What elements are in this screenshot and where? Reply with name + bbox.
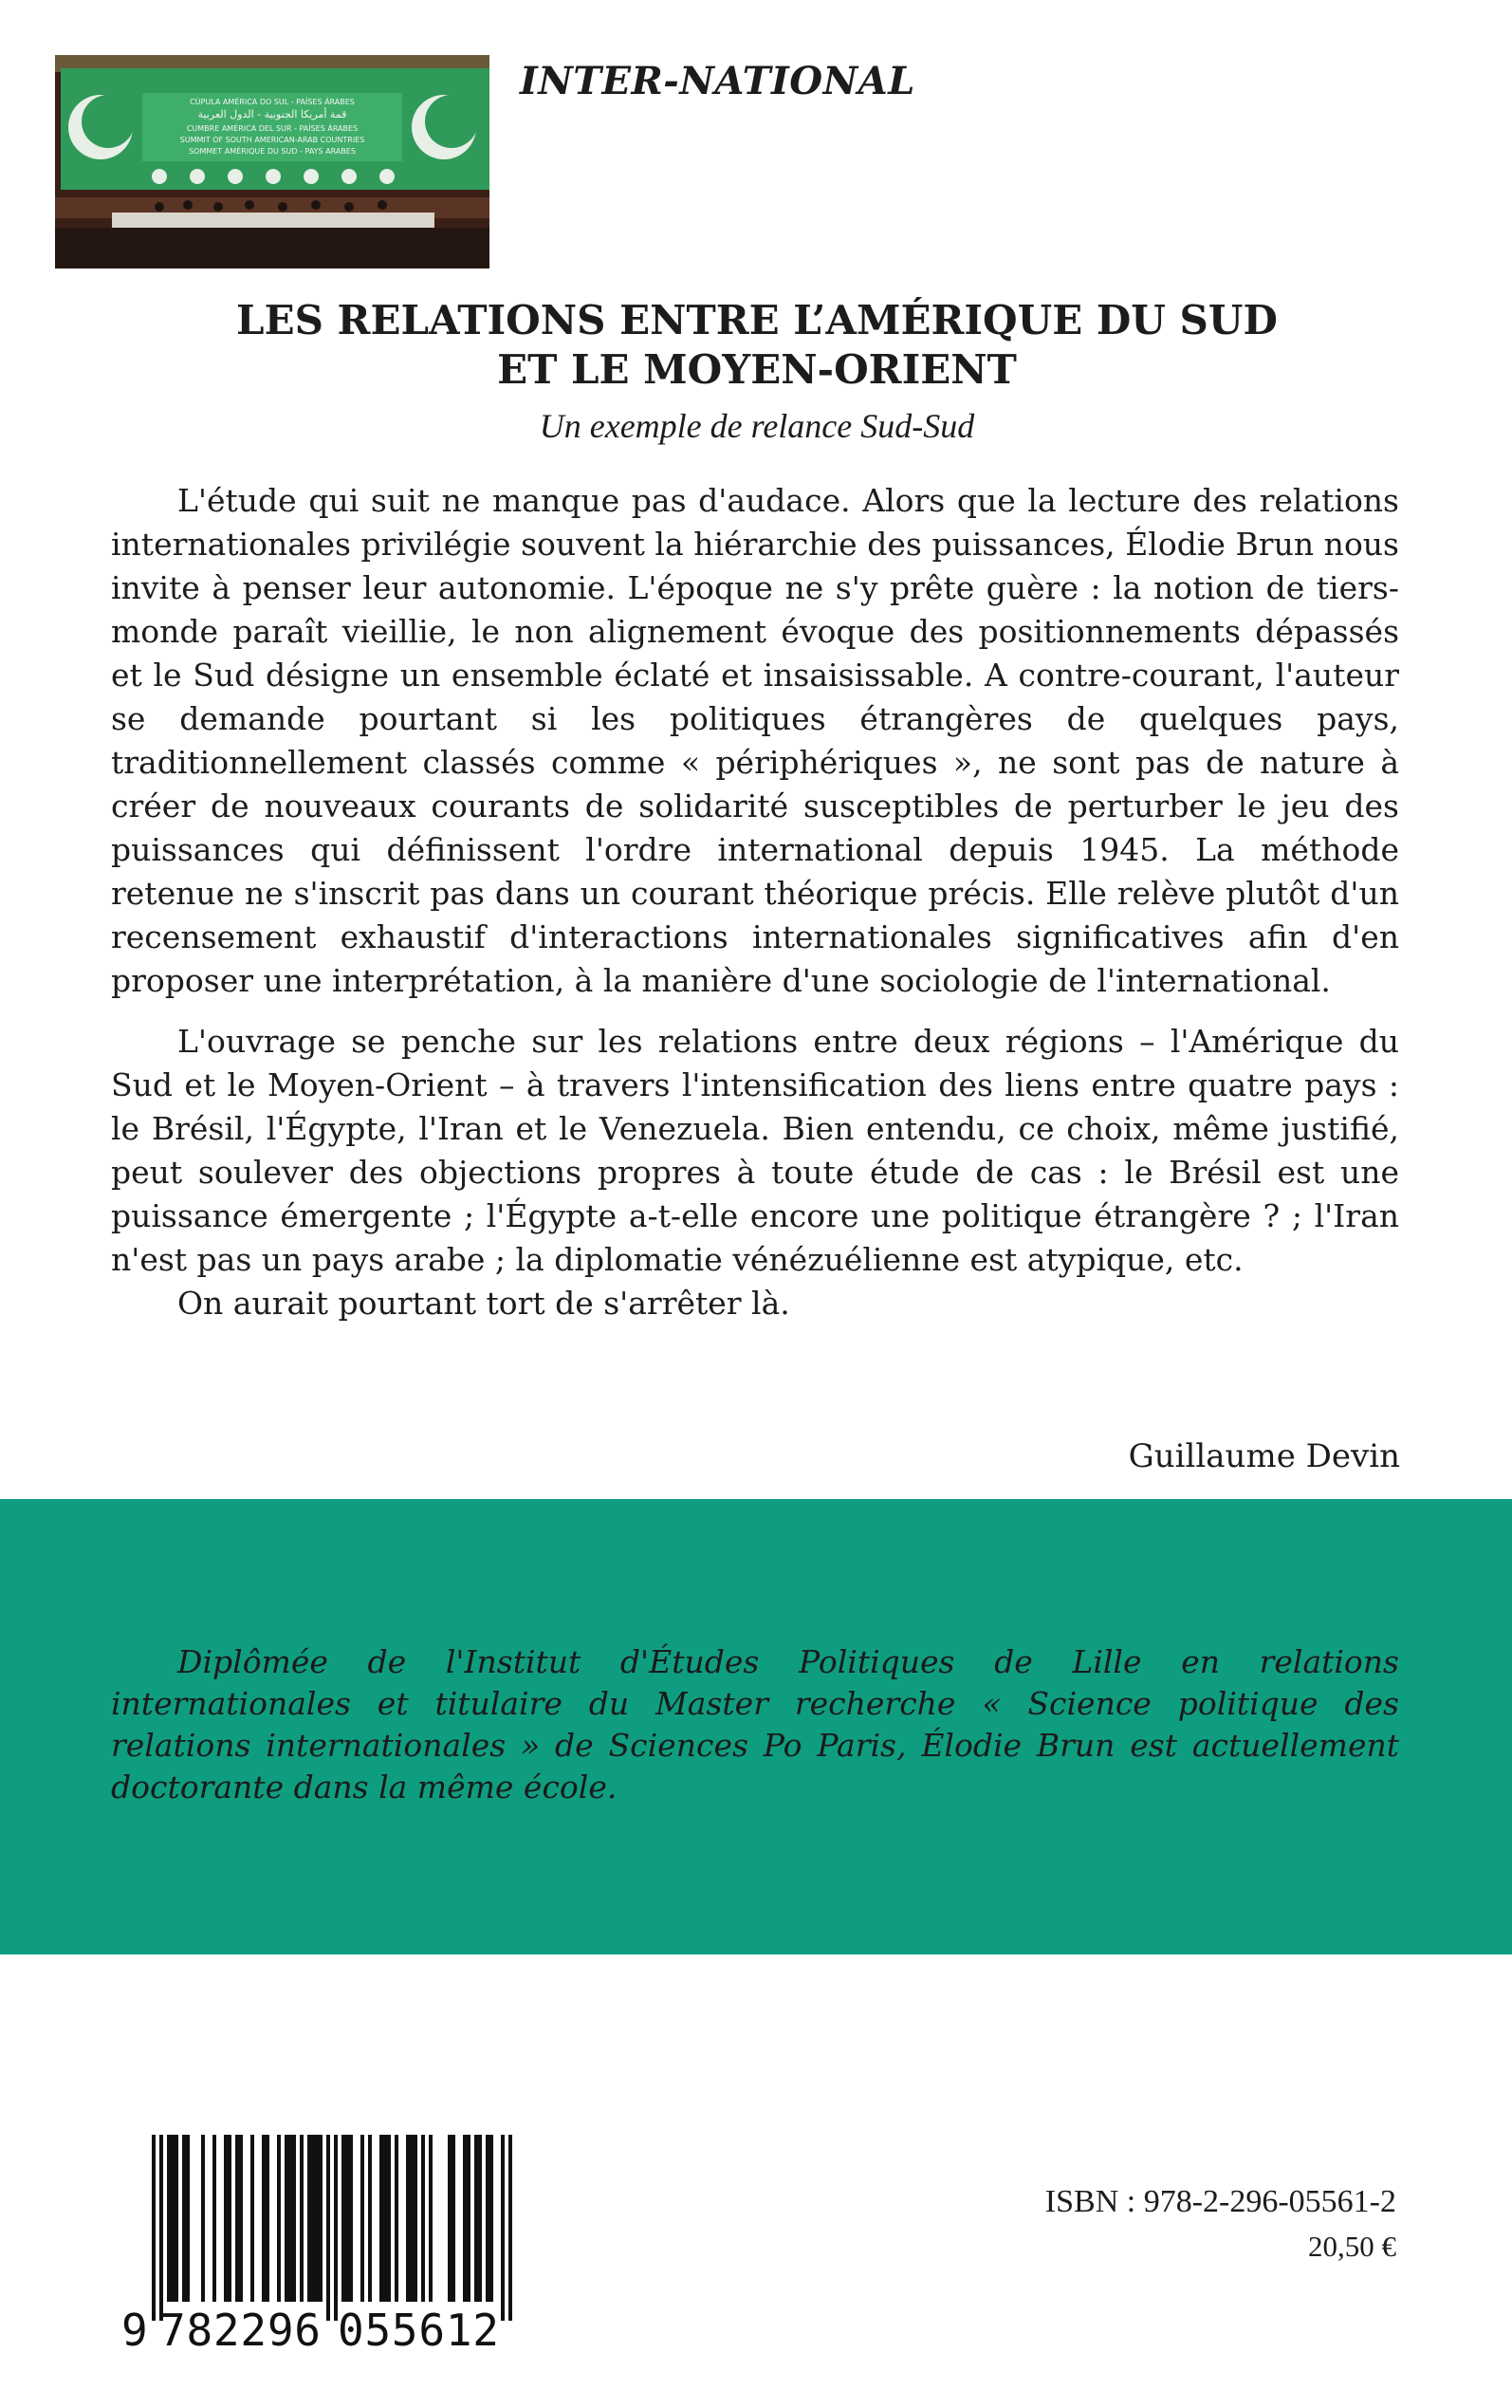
barcode-bar xyxy=(307,2135,311,2302)
book-title-line-1: LES RELATIONS ENTRE L’AMÉRIQUE DU SUD xyxy=(236,297,1278,343)
book-price: 20,50 € xyxy=(1308,2230,1396,2263)
barcode-bar xyxy=(159,2135,163,2321)
banner-line-3: CUMBRE AMÉRICA DEL SUR - PAÍSES ÁRABES xyxy=(186,124,359,133)
isbn-barcode xyxy=(114,2135,531,2353)
blurb-signature: Guillaume Devin xyxy=(1128,1437,1400,1475)
barcode-bar xyxy=(489,2135,493,2302)
barcode-bar xyxy=(212,2135,216,2302)
barcode-bar xyxy=(171,2135,175,2302)
barcode-bar xyxy=(379,2135,383,2302)
banner-line-4: SUMMIT OF SOUTH AMERICAN-ARAB COUNTRIES xyxy=(179,136,365,144)
barcode-bar xyxy=(452,2135,455,2302)
barcode-bar xyxy=(201,2135,205,2302)
summit-photo xyxy=(55,55,489,269)
barcode-bar xyxy=(292,2135,296,2302)
collection-name: INTER-NATIONAL xyxy=(520,59,915,103)
book-subtitle: Un exemple de relance Sud-Sud xyxy=(539,407,975,445)
photo-floor xyxy=(55,228,489,269)
barcode-bar xyxy=(421,2135,425,2302)
barcode-bar xyxy=(463,2135,467,2302)
book-title-line-2: ET LE MOYEN-ORIENT xyxy=(497,346,1017,393)
banner-line-1: CÚPULA AMÉRICA DO SUL - PAÍSES ÁRABES xyxy=(190,98,355,106)
barcode-bar xyxy=(387,2135,391,2302)
barcode-graphic xyxy=(114,2135,531,2353)
barcode-bar xyxy=(383,2135,387,2302)
blurb-paragraph-2: L'ouvrage se penche sur les relations entre deux régions – l'Amérique du Sud et le Moyen-Orient – à travers l'intensification des liens entre quatre pays : le Brésil, l'Égypte, l'Iran et le Venezuela. Bien entendu, ce choix, même justifié, peut soulever des objections propres à toute étude de cas : le Brésil est une puissance émergente ; l'Égypte a-t-elle encore une politique étrangère ? ; l'Iran n'est pas un pays arabe ; la diplomatie vénézuélienne est atypique, etc. xyxy=(111,1023,1399,1278)
barcode-bar xyxy=(319,2135,323,2302)
barcode-bar xyxy=(239,2135,243,2302)
barcode-bar xyxy=(277,2135,281,2302)
barcode-bar xyxy=(406,2135,410,2302)
barcode-bar xyxy=(285,2135,288,2302)
barcode-bar xyxy=(486,2135,489,2302)
barcode-bar xyxy=(186,2135,190,2302)
barcode-bar xyxy=(448,2135,452,2302)
barcode-bar xyxy=(326,2135,330,2321)
barcode-bar xyxy=(175,2135,178,2302)
barcode-bar xyxy=(410,2135,414,2302)
barcode-bar xyxy=(334,2135,338,2321)
barcode-bar xyxy=(262,2135,266,2302)
author-bio: Diplômée de l'Institut d'Études Politiques de Lille en relations internationales et titulaire du Master recherche « Science politique des relations internationales » de Sciences Po Paris, Élodie Brun est actuellement doctorante dans la même école. xyxy=(111,1643,1399,1806)
cover-photo xyxy=(55,55,489,269)
barcode-bar xyxy=(152,2135,156,2321)
barcode-bar xyxy=(501,2135,505,2321)
blurb-paragraph-3: On aurait pourtant tort de s'arrêter là. xyxy=(177,1285,790,1322)
barcode-bar xyxy=(315,2135,319,2302)
barcode-bar xyxy=(467,2135,470,2302)
barcode-bar xyxy=(349,2135,353,2302)
back-cover-blurb xyxy=(111,479,1399,1325)
banner-line-5: SOMMET AMÉRIQUE DU SUD - PAYS ARABES xyxy=(189,147,356,156)
barcode-bar xyxy=(478,2135,482,2302)
barcode-bar xyxy=(250,2135,254,2302)
barcode-bar xyxy=(300,2135,304,2302)
barcode-bar xyxy=(414,2135,417,2302)
blurb-paragraph-1: L'étude qui suit ne manque pas d'audace. Alors que la lecture des relations internationales privilégie souvent la hiérarchie des puissances, Élodie Brun nous invite à penser leur autonomie. L'époque ne s'y prête guère : la notion de tiers-monde paraît vieillie, le non alignement évoque des positionnements dépassés et le Sud désigne un ensemble éclaté et insaisissable. A contre-courant, l'auteur se demande pourtant si les politiques étrangères de quelques pays, traditionnellement classés comme « périphériques », ne sont pas de nature à créer de nouveaux courants de solidarité susceptibles de perturber le jeu des puissances qui définissent l'ordre international depuis 1945. La méthode retenue ne s'inscrit pas dans un courant théorique précis. Elle relève plutôt d'un recensement exhaustif d'interactions internationales significatives afin d'en proposer une interprétation, à la manière d'une sociologie de l'international. xyxy=(111,482,1399,999)
barcode-bar xyxy=(167,2135,171,2302)
author-bio-band xyxy=(0,1499,1512,1954)
barcode-bar xyxy=(345,2135,349,2302)
barcode-bar xyxy=(341,2135,345,2302)
barcode-bar xyxy=(228,2135,231,2302)
barcode-bar xyxy=(288,2135,292,2302)
barcode-bar xyxy=(429,2135,433,2302)
barcode-bar xyxy=(360,2135,364,2302)
barcode-right-digits: 055612 xyxy=(338,2305,499,2353)
barcode-bar xyxy=(182,2135,186,2302)
barcode-bar xyxy=(395,2135,398,2302)
barcode-bar xyxy=(266,2135,269,2302)
barcode-left-digits: 782296 xyxy=(159,2305,321,2353)
book-title xyxy=(57,296,1457,395)
barcode-bar xyxy=(508,2135,512,2321)
banner-line-2: قمة أمريكا الجنوبية - الدول العربية xyxy=(197,108,347,120)
barcode-bar xyxy=(235,2135,239,2302)
barcode-bar xyxy=(474,2135,478,2302)
isbn-number: ISBN : 978-2-296-05561-2 xyxy=(1044,2184,1396,2219)
photo-table xyxy=(112,213,434,228)
barcode-bar xyxy=(368,2135,372,2302)
barcode-prefix-digit: 9 xyxy=(121,2305,148,2353)
barcode-bars xyxy=(152,2135,512,2321)
barcode-bar xyxy=(311,2135,315,2302)
barcode-bar xyxy=(224,2135,228,2302)
